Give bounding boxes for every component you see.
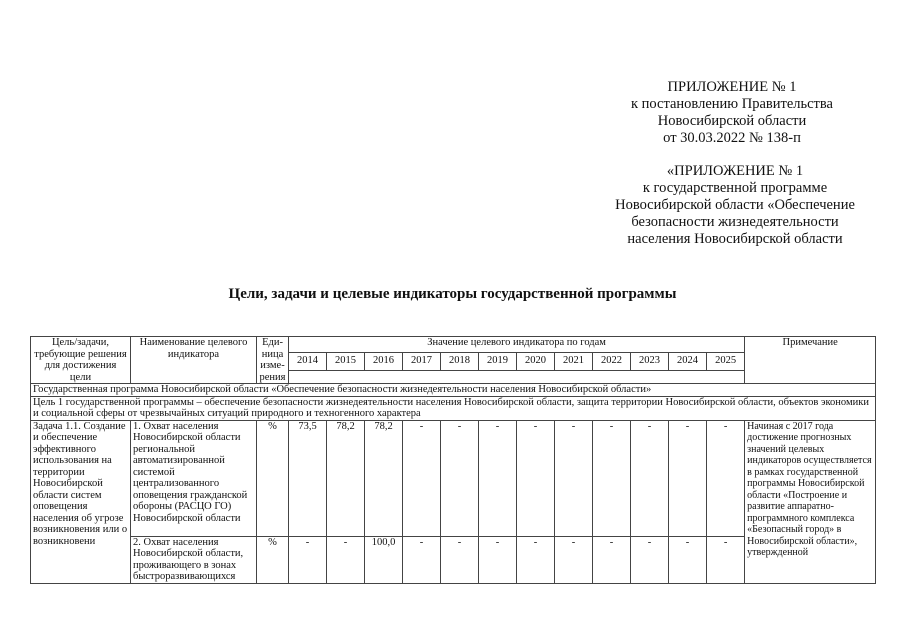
program-appendix-heading — [600, 163, 870, 248]
year-cell: 2023 — [631, 352, 669, 370]
heading-line: от 30.03.2022 № 138-п — [663, 130, 801, 146]
heading-line: безопасности жизнедеятельности — [631, 214, 839, 230]
year-cell: 2022 — [593, 352, 631, 370]
value-cell: - — [289, 536, 327, 583]
header-note: Примечание — [745, 337, 876, 384]
heading-line: к постановлению Правительства — [631, 96, 833, 112]
value-cell: - — [669, 420, 707, 536]
value-cell: - — [669, 536, 707, 583]
indicators-table — [30, 336, 876, 584]
value-cell: - — [707, 536, 745, 583]
value-cell: - — [403, 536, 441, 583]
header-row — [31, 337, 876, 353]
goal-row — [31, 396, 876, 420]
year-cell: 2018 — [441, 352, 479, 370]
note-cell: Начиная с 2017 года достижение прогнозных значений целевых индикаторов осуществляется в рамках государственной программы Новосибирской области «Построение и развитие аппаратно-программного комплекса «Безопасный город» в Новосибирской области», утвержденной — [745, 420, 876, 583]
heading-line: «ПРИЛОЖЕНИЕ № 1 — [666, 163, 804, 179]
heading-line: населения Новосибирской области — [627, 231, 843, 247]
program-cell: Государственная программа Новосибирской области «Обеспечение безопасности жизнедеятельности населения Новосибирской области» — [31, 384, 876, 397]
value-cell: - — [517, 536, 555, 583]
value-cell: - — [327, 536, 365, 583]
year-cell: 2016 — [365, 352, 403, 370]
value-cell: 100,0 — [365, 536, 403, 583]
goal-cell: Цель 1 государственной программы – обеспечение безопасности жизнедеятельности населения Новосибирской области, защита территории Новосибирской области, объектов экономики и социальной сферы от чрезвычайных ситуаций природного и техногенного характера — [31, 396, 876, 420]
heading-line: Новосибирской области «Обеспечение — [615, 197, 855, 213]
indicator-row — [31, 420, 876, 536]
program-row — [31, 384, 876, 397]
indicator-name: 1. Охват населения Новосибирской области региональной автоматизированной системой централизованного оповещения гражданской обороны (РАСЦО ГО) Новосибирской области — [131, 420, 257, 536]
value-cell: - — [555, 536, 593, 583]
value-cell: - — [707, 420, 745, 536]
year-cell: 2020 — [517, 352, 555, 370]
value-cell: - — [441, 536, 479, 583]
year-cell: 2021 — [555, 352, 593, 370]
heading-line: ПРИЛОЖЕНИЕ № 1 — [667, 79, 797, 95]
value-cell: - — [593, 536, 631, 583]
indicator-name: 2. Охват населения Новосибирской области, проживающего в зонах быстроразвивающихся — [131, 536, 257, 583]
year-cell: 2014 — [289, 352, 327, 370]
year-cell: 2015 — [327, 352, 365, 370]
indicator-unit: % — [257, 420, 289, 536]
year-cell: 2024 — [669, 352, 707, 370]
value-cell: 78,2 — [365, 420, 403, 536]
heading-line: Новосибирской области — [657, 113, 807, 129]
document-title: Цели, задачи и целевые индикаторы государственной программы — [228, 286, 677, 302]
value-cell: - — [479, 536, 517, 583]
year-cell: 2025 — [707, 352, 745, 370]
indicator-unit: % — [257, 536, 289, 583]
year-cell: 2019 — [479, 352, 517, 370]
header-goal: Цель/задачи, требующие решения для достижения цели — [31, 337, 131, 384]
value-cell: - — [593, 420, 631, 536]
heading-line: к государственной программе — [642, 180, 828, 196]
decree-appendix-heading — [612, 79, 852, 147]
value-cell: - — [555, 420, 593, 536]
value-cell: - — [631, 420, 669, 536]
header-indicator: Наименование целевого индикатора — [131, 337, 257, 384]
value-cell: - — [479, 420, 517, 536]
header-unit: Еди-ница изме-рения — [257, 337, 289, 384]
value-cell: - — [517, 420, 555, 536]
value-cell: - — [403, 420, 441, 536]
value-cell: 73,5 — [289, 420, 327, 536]
value-cell: - — [631, 536, 669, 583]
value-cell: - — [441, 420, 479, 536]
value-cell: 78,2 — [327, 420, 365, 536]
years-spacer-cell — [289, 370, 745, 383]
header-values: Значение целевого индикатора по годам — [289, 337, 745, 353]
task-cell: Задача 1.1. Создание и обеспечение эффективного использования на территории Новосибирской области систем оповещения населения об угрозе возникновения или о возникновени — [31, 420, 131, 583]
year-cell: 2017 — [403, 352, 441, 370]
